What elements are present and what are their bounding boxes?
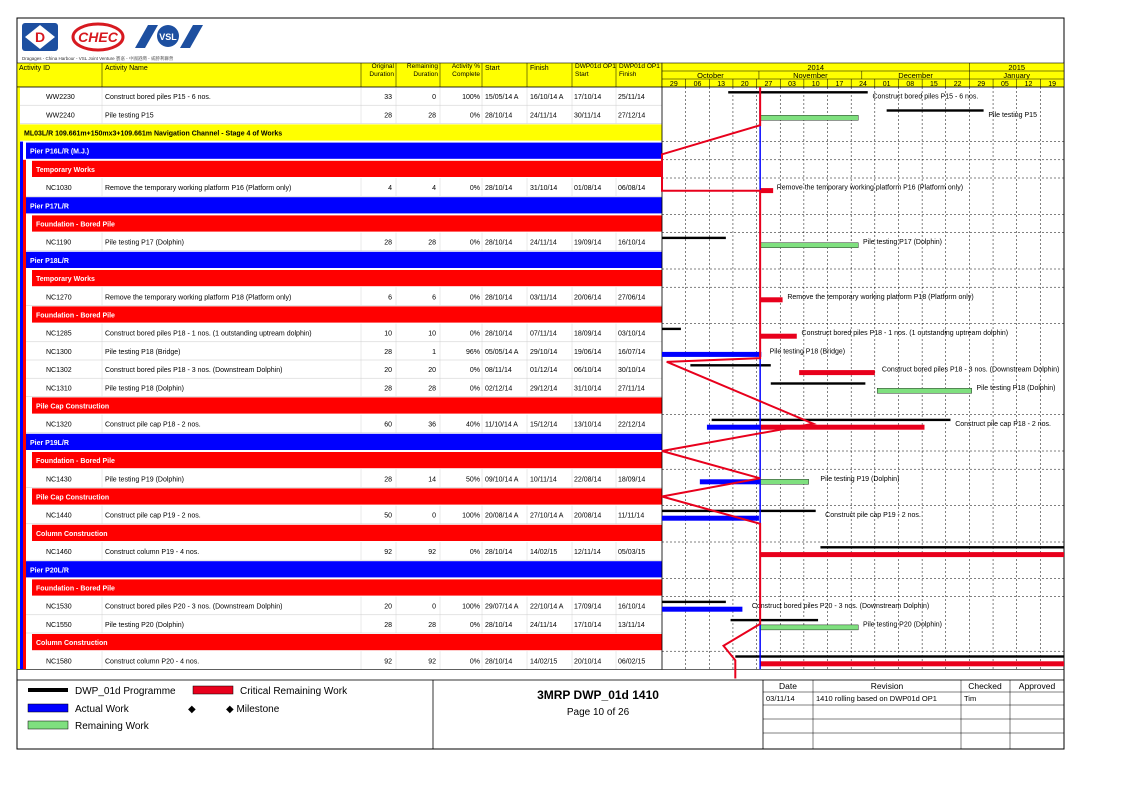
cell-op1-start: 06/10/14 [574, 367, 602, 375]
wbs-band[interactable] [32, 579, 662, 595]
cell-start: 28/10/14 [485, 549, 513, 557]
gantt-bar-label: Pile testing P18 (Dolphin) [976, 384, 1056, 392]
cell-percent-complete: 100% [462, 512, 480, 520]
band-label: Foundation - Bored Pile [36, 221, 115, 229]
cell-activity-id: NC1530 [46, 603, 72, 611]
cell-remaining-duration: 0 [432, 603, 436, 611]
timescale-week: 17 [835, 81, 844, 88]
timescale-week: 10 [811, 81, 820, 88]
wbs-band[interactable] [32, 634, 662, 650]
table-row[interactable] [17, 287, 662, 305]
cell-op1-start: 17/10/14 [574, 621, 602, 629]
rev-header-revision: Revision [870, 681, 904, 691]
footer [17, 680, 1064, 749]
cell-percent-complete: 0% [469, 239, 480, 247]
cell-original-duration: 33 [384, 94, 392, 102]
gantt-bar-actual[interactable] [662, 352, 761, 357]
cell-activity-name: Construct bored piles P20 - 3 nos. (Downstream Dolphin) [105, 603, 283, 611]
vsl-logo-text: VSL [159, 32, 177, 42]
cell-remaining-duration: 20 [428, 367, 436, 375]
cell-percent-complete: 50% [465, 476, 480, 484]
gantt-bar-label: Pile testing P20 (Dolphin) [863, 621, 942, 629]
table-row[interactable] [17, 378, 662, 396]
timescale-week: 15 [930, 81, 938, 88]
gantt-bar-programme[interactable] [712, 419, 951, 421]
gantt-bar-label: Construct bored piles P18 - 1 nos. (1 outstanding uptream dolphin) [801, 330, 1009, 338]
dragages-logo-text: D [34, 29, 46, 45]
timescale-month: November [793, 71, 828, 80]
cell-op1-finish: 06/02/15 [618, 658, 646, 666]
cell-op1-finish: 27/11/14 [618, 385, 645, 393]
cell-original-duration: 10 [384, 330, 392, 338]
gantt-bar-programme[interactable] [771, 382, 866, 384]
cell-finish: 15/12/14 [530, 421, 558, 429]
cell-activity-name: Remove the temporary working platform P18 (Platform only) [105, 294, 292, 302]
cell-activity-id: NC1190 [46, 239, 72, 247]
timescale-week: 19 [1048, 81, 1057, 88]
table-row[interactable] [17, 615, 662, 633]
cell-original-duration: 28 [384, 112, 392, 120]
cell-original-duration: 20 [384, 367, 392, 375]
table-row[interactable] [17, 542, 662, 560]
gantt-bar-label: Pile testing P17 (Dolphin) [863, 239, 942, 247]
cell-finish: 29/12/14 [530, 385, 558, 393]
cell-op1-finish: 13/11/14 [618, 621, 645, 629]
band-label: Temporary Works [36, 166, 95, 174]
timescale-year: 2015 [1008, 63, 1026, 72]
cell-original-duration: 60 [384, 421, 392, 429]
col-percent-complete: Activity % Complete [451, 63, 480, 78]
cell-op1-start: 13/10/14 [574, 421, 602, 429]
cell-op1-finish: 11/11/14 [618, 512, 645, 520]
column-headers [17, 63, 662, 87]
table-row[interactable] [17, 651, 662, 669]
cell-op1-finish: 22/12/14 [618, 421, 646, 429]
cell-original-duration: 20 [384, 603, 392, 611]
cell-percent-complete: 0% [469, 549, 480, 557]
legend [28, 686, 348, 732]
cell-start: 29/07/14 A [485, 603, 519, 611]
cell-original-duration: 92 [384, 549, 392, 557]
cell-original-duration: 4 [388, 185, 392, 193]
cell-activity-name: Construct column P20 - 4 nos. [105, 658, 200, 666]
cell-op1-start: 31/10/14 [574, 385, 602, 393]
cell-remaining-duration: 4 [432, 185, 436, 193]
wbs-band[interactable] [26, 197, 662, 213]
col-op1-start: DWP01d OP1 Start [575, 63, 616, 78]
gantt-bar-label: Remove the temporary working platform P16 (Platform only) [776, 184, 964, 192]
cell-op1-start: 18/09/14 [574, 330, 602, 338]
cell-original-duration: 92 [384, 658, 392, 666]
cell-finish: 24/11/14 [530, 621, 557, 629]
cell-activity-id: NC1440 [46, 512, 72, 520]
timescale-week: 22 [953, 81, 962, 88]
cell-op1-start: 01/08/14 [574, 185, 602, 193]
table-row[interactable] [17, 597, 662, 615]
legend-actual-label: Actual Work [75, 704, 129, 715]
cell-remaining-duration: 28 [428, 621, 436, 629]
timescale-month: December [898, 71, 933, 80]
cell-op1-finish: 05/03/15 [618, 549, 646, 557]
gantt-bar-remaining[interactable] [760, 479, 808, 484]
cell-activity-name: Construct bored piles P18 - 1 nos. (1 outstanding uptream dolphin) [105, 330, 312, 338]
wbs-band[interactable] [32, 452, 662, 468]
cell-activity-name: Construct pile cap P18 - 2 nos. [105, 421, 201, 429]
table-row[interactable] [17, 87, 662, 105]
band-label: ML03L/R 109.661m+150mx3+109.661m Navigation Channel - Stage 4 of Works [24, 130, 283, 138]
timescale-week: 13 [717, 81, 726, 88]
cell-remaining-duration: 36 [428, 421, 436, 429]
cell-activity-name: Pile testing P18 (Dolphin) [105, 385, 184, 393]
legend-programme-label: DWP_01d Programme [75, 686, 176, 697]
wbs-band[interactable] [32, 306, 662, 322]
cell-op1-finish: 30/10/14 [618, 367, 646, 375]
cell-percent-complete: 0% [469, 294, 480, 302]
page-number: Page 10 of 26 [566, 707, 630, 718]
cell-finish: 29/10/14 [530, 348, 558, 356]
band-label: Temporary Works [36, 276, 95, 284]
col-activity-name: Activity Name [105, 65, 148, 72]
timescale-month: October [697, 71, 724, 80]
band-label: Foundation - Bored Pile [36, 585, 115, 593]
cell-remaining-duration: 0 [432, 94, 436, 102]
timescale-month: January [1003, 71, 1031, 80]
cell-remaining-duration: 28 [428, 239, 436, 247]
cell-percent-complete: 0% [469, 112, 480, 120]
cell-percent-complete: 0% [469, 658, 480, 666]
gantt-bar-programme[interactable] [662, 510, 816, 512]
gantt-bar-label: Construct pile cap P18 - 2 nos. [955, 421, 1051, 429]
wbs-band[interactable] [26, 561, 662, 577]
timescale-week: 06 [693, 81, 702, 88]
cell-finish: 16/10/14 A [530, 94, 564, 102]
gantt-bar-actual[interactable] [707, 425, 760, 430]
cell-op1-finish: 16/10/14 [618, 603, 646, 611]
cell-start: 08/11/14 [485, 367, 512, 375]
wbs-band[interactable] [32, 270, 662, 286]
cell-activity-name: Construct bored piles P18 - 3 nos. (Downstream Dolphin) [105, 367, 283, 375]
cell-start: 28/10/14 [485, 239, 513, 247]
cell-percent-complete: 0% [469, 367, 480, 375]
cell-activity-name: Construct pile cap P19 - 2 nos. [105, 512, 201, 520]
cell-start: 02/12/14 [485, 385, 513, 393]
cell-activity-id: NC1550 [46, 621, 72, 629]
cell-activity-id: NC1310 [46, 385, 72, 393]
cell-percent-complete: 0% [469, 330, 480, 338]
table-row[interactable] [17, 233, 662, 251]
band-label: Column Construction [36, 530, 108, 538]
cell-activity-name: Pile testing P18 (Bridge) [105, 348, 181, 356]
band-label: Pile Cap Construction [36, 403, 110, 411]
wbs-band[interactable] [32, 161, 662, 177]
cell-finish: 27/10/14 A [530, 512, 564, 520]
wbs-band[interactable] [26, 434, 662, 450]
gantt-bar-programme[interactable] [662, 237, 726, 239]
cell-finish: 31/10/14 [530, 185, 558, 193]
band-label: Pier P20L/R [30, 567, 69, 575]
table-row[interactable] [17, 178, 662, 196]
cell-original-duration: 6 [388, 294, 392, 302]
cell-op1-start: 17/10/14 [574, 94, 602, 102]
gantt-bar-remaining[interactable] [760, 625, 858, 630]
gantt-bar-critical[interactable] [760, 188, 773, 193]
gantt-bar-label: Construct bored piles P20 - 3 nos. (Downstream Dolphin) [751, 603, 930, 611]
legend-critical-label: Critical Remaining Work [240, 686, 348, 697]
cell-activity-name: Construct bored piles P15 - 6 nos. [105, 94, 211, 102]
cell-finish: 10/11/14 [530, 476, 557, 484]
band-label: Foundation - Bored Pile [36, 458, 115, 466]
cell-op1-finish: 27/12/14 [618, 112, 646, 120]
gantt-bar-actual[interactable] [662, 607, 742, 612]
cell-op1-finish: 06/08/14 [618, 185, 646, 193]
table-row[interactable] [17, 324, 662, 342]
cell-activity-name: Remove the temporary working platform P16 (Platform only) [105, 185, 292, 193]
col-activity-id: Activity ID [19, 65, 51, 72]
cell-remaining-duration: 92 [428, 549, 436, 557]
timescale-week: 05 [1000, 81, 1009, 88]
cell-activity-id: NC1285 [46, 330, 72, 338]
cell-percent-complete: 0% [469, 385, 480, 393]
cell-op1-finish: 18/09/14 [618, 476, 646, 484]
cell-op1-start: 22/08/14 [574, 476, 602, 484]
gantt-bar-critical[interactable] [760, 661, 1064, 666]
legend-milestone-b: ◆ Milestone [226, 704, 280, 715]
cell-start: 28/10/14 [485, 621, 513, 629]
cell-op1-start: 12/11/14 [574, 549, 601, 557]
cell-activity-id: WW2240 [46, 112, 75, 120]
table-row[interactable] [17, 506, 662, 524]
cell-finish: 14/02/15 [530, 658, 558, 666]
company-tagline: Dragages - China Harbour - VSL Joint Venture 寶嘉 - 中國港灣 - 威勝利聯營 [22, 56, 174, 61]
gantt-bar-programme[interactable] [887, 109, 984, 111]
timescale-week: 12 [1024, 81, 1033, 88]
cell-activity-name: Pile testing P17 (Dolphin) [105, 239, 184, 247]
cell-finish: 24/11/14 [530, 112, 557, 120]
cell-start: 11/10/14 A [485, 421, 518, 429]
cell-start: 28/10/14 [485, 294, 513, 302]
revision-table [763, 680, 1064, 749]
rev-header-approved: Approved [1018, 681, 1056, 691]
band-label: Pier P17L/R [30, 203, 69, 211]
cell-activity-id: NC1580 [46, 658, 72, 666]
cell-percent-complete: 100% [462, 603, 480, 611]
gantt-bar-label: Pile testing P19 (Dolphin) [820, 475, 900, 483]
header-logos [22, 23, 203, 62]
gantt-bar-label: Construct bored piles P15 - 6 nos. [872, 93, 979, 101]
gantt-bar-critical[interactable] [799, 370, 875, 375]
cell-finish: 07/11/14 [530, 330, 557, 338]
legend-remaining-label: Remaining Work [75, 721, 149, 732]
cell-start: 20/08/14 A [485, 512, 519, 520]
activity-table [17, 87, 662, 669]
gantt-grid [662, 87, 1064, 669]
cell-remaining-duration: 1 [432, 348, 436, 356]
dragages-logo [22, 23, 58, 51]
cell-activity-name: Pile testing P20 (Dolphin) [105, 621, 184, 629]
band-label: Column Construction [36, 640, 108, 648]
cell-remaining-duration: 28 [428, 112, 436, 120]
gantt-bar-programme[interactable] [690, 364, 770, 366]
cell-remaining-duration: 28 [428, 385, 436, 393]
wbs-band[interactable] [32, 488, 662, 504]
cell-finish: 22/10/14 A [530, 603, 564, 611]
table-row[interactable] [17, 342, 662, 360]
gantt-bar-remaining[interactable] [760, 243, 858, 248]
timescale-week: 01 [882, 81, 891, 88]
cell-original-duration: 28 [384, 239, 392, 247]
gantt-bars [662, 91, 1064, 666]
cell-start: 28/10/14 [485, 658, 513, 666]
band-label: Pier P18L/R [30, 257, 69, 265]
cell-activity-id: NC1300 [46, 348, 72, 356]
cell-activity-id: NC1460 [46, 549, 72, 557]
table-row[interactable] [17, 360, 662, 378]
cell-op1-start: 20/06/14 [574, 294, 602, 302]
cell-start: 28/10/14 [485, 185, 513, 193]
cell-op1-start: 19/09/14 [574, 239, 602, 247]
cell-remaining-duration: 14 [428, 476, 436, 484]
wbs-band[interactable] [20, 124, 662, 140]
gantt-bar-critical[interactable] [760, 334, 797, 339]
cell-start: 28/10/14 [485, 112, 513, 120]
cell-remaining-duration: 0 [432, 512, 436, 520]
timescale-week: 03 [788, 81, 796, 88]
cell-original-duration: 28 [384, 385, 392, 393]
cell-activity-id: WW2230 [46, 94, 75, 102]
col-finish: Finish [530, 65, 549, 72]
timescale-week: 27 [764, 81, 773, 88]
cell-activity-id: NC1302 [46, 367, 72, 375]
col-start: Start [485, 65, 500, 72]
gantt-bar-programme[interactable] [728, 91, 868, 93]
cell-remaining-duration: 92 [428, 658, 436, 666]
rev-row-checked: Tim [964, 694, 977, 703]
cell-activity-name: Construct column P19 - 4 nos. [105, 549, 200, 557]
cell-remaining-duration: 10 [428, 330, 436, 338]
gantt-bar-label: Construct pile cap P19 - 2 nos. [825, 512, 921, 520]
band-label: Foundation - Bored Pile [36, 312, 115, 320]
col-original-duration: Original Duration [369, 63, 394, 78]
gantt-bar-programme[interactable] [662, 601, 726, 603]
rev-row-date: 03/11/14 [766, 694, 795, 703]
timescale-week: 24 [859, 81, 867, 88]
band-label: Pile Cap Construction [36, 494, 110, 502]
cell-activity-id: NC1270 [46, 294, 72, 302]
wbs-band[interactable] [32, 397, 662, 413]
cell-start: 28/10/14 [485, 330, 513, 338]
cell-percent-complete: 0% [469, 621, 480, 629]
cell-original-duration: 28 [384, 476, 392, 484]
cell-activity-name: Pile testing P19 (Dolphin) [105, 476, 184, 484]
cell-finish: 03/11/14 [530, 294, 557, 302]
cell-remaining-duration: 6 [432, 294, 436, 302]
rev-header-date: Date [779, 681, 797, 691]
cell-op1-finish: 16/07/14 [618, 348, 646, 356]
gantt-bar-programme[interactable] [735, 655, 1064, 657]
gantt-bar-programme[interactable] [731, 619, 818, 621]
sheet-title: 3MRP DWP_01d 1410 [537, 688, 659, 702]
cell-activity-name: Pile testing P15 [105, 112, 154, 120]
timescale-header [662, 63, 1064, 88]
cell-op1-finish: 25/11/14 [618, 94, 645, 102]
cell-op1-finish: 03/10/14 [618, 330, 646, 338]
cell-finish: 24/11/14 [530, 239, 557, 247]
table-row[interactable] [17, 415, 662, 433]
cell-start: 15/05/14 A [485, 94, 519, 102]
cell-finish: 01/12/14 [530, 367, 558, 375]
band-label: Pier P16L/R (M.J.) [30, 148, 90, 156]
timescale-week: 08 [906, 81, 915, 88]
cell-op1-start: 20/10/14 [574, 658, 602, 666]
gantt-bar-critical[interactable] [760, 552, 1064, 557]
band-label: Pier P19L/R [30, 439, 69, 447]
cell-activity-id: NC1320 [46, 421, 72, 429]
gantt-bar-label: Construct bored piles P18 - 3 nos. (Downstream Dolphin) [881, 366, 1060, 374]
timescale-week: 29 [669, 81, 678, 88]
chec-logo [73, 24, 123, 50]
timescale-year: 2014 [807, 63, 825, 72]
rev-row-revision: 1410 rolling based on DWP01d OP1 [816, 694, 937, 703]
gantt-bar-label: Pile testing P18 (Bridge) [769, 348, 846, 356]
cell-percent-complete: 96% [465, 348, 480, 356]
gantt-bar-remaining[interactable] [760, 115, 858, 120]
gantt-bar-programme[interactable] [820, 546, 1064, 548]
gantt-bar-label: Pile testing P15 [988, 111, 1037, 119]
cell-percent-complete: 0% [469, 185, 480, 193]
cell-start: 05/05/14 A [485, 348, 519, 356]
cell-finish: 14/02/15 [530, 549, 558, 557]
timescale-week: 20 [740, 81, 749, 88]
cell-op1-finish: 16/10/14 [618, 239, 646, 247]
wbs-band[interactable] [32, 215, 662, 231]
cell-op1-start: 20/08/14 [574, 512, 602, 520]
cell-percent-complete: 40% [465, 421, 480, 429]
legend-milestone-a: ◆ [188, 704, 196, 715]
rev-header-checked: Checked [968, 681, 1002, 691]
cell-activity-id: NC1430 [46, 476, 72, 484]
wbs-band[interactable] [26, 143, 662, 159]
chec-logo-text: CHEC [78, 29, 118, 45]
col-remaining-duration: Remaining Duration [406, 63, 438, 78]
cell-op1-finish: 27/06/14 [618, 294, 646, 302]
wbs-band[interactable] [26, 252, 662, 268]
gantt-bar-programme[interactable] [662, 328, 681, 330]
cell-original-duration: 28 [384, 621, 392, 629]
cell-start: 09/10/14 A [485, 476, 519, 484]
cell-op1-start: 19/06/14 [574, 348, 602, 356]
cell-original-duration: 50 [384, 512, 392, 520]
cell-percent-complete: 100% [462, 94, 480, 102]
gantt-bar-critical[interactable] [760, 297, 782, 302]
gantt-bar-label: Remove the temporary working platform P18 (Platform only) [787, 293, 974, 301]
cell-activity-id: NC1030 [46, 185, 72, 193]
cell-original-duration: 28 [384, 348, 392, 356]
cell-op1-start: 17/09/14 [574, 603, 602, 611]
cell-op1-start: 30/11/14 [574, 112, 601, 120]
gantt-bar-remaining[interactable] [877, 388, 972, 393]
table-row[interactable] [17, 469, 662, 487]
table-row[interactable] [17, 105, 662, 123]
vsl-logo [135, 25, 203, 48]
timescale-week: 29 [977, 81, 986, 88]
col-op1-finish: DWP01d OP1 Finish [619, 63, 660, 78]
wbs-band[interactable] [32, 525, 662, 541]
